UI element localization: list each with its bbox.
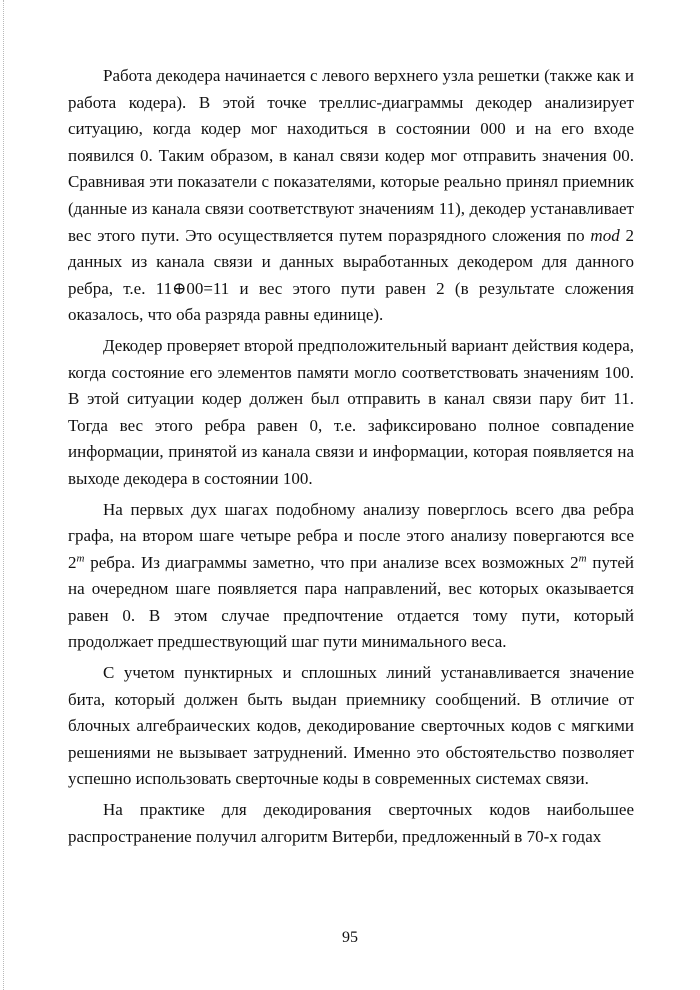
page-edge-line	[3, 0, 4, 990]
mod-term: mod	[590, 225, 620, 245]
superscript-m: m	[578, 552, 587, 565]
page-number: 95	[342, 929, 358, 946]
paragraph-text: На первых дух шагах подобному анализу поверглось всего два ребра графа, на втором шаге четыре ребра и после этого анализу повергаются все 2	[68, 499, 634, 572]
paragraph-first-steps	[68, 497, 634, 657]
paragraph-decoder-start	[68, 63, 634, 329]
paragraph-line-types: С учетом пунктирных и сплошных линий устанавливается значение бита, который должен быть выдан приемнику сообщений. В отличие от блочных алгебраических кодов, декодирование сверточных кодов с мягкими решениями не вызывает затруднений. Именно это обстоятельство позволяет успешно использовать сверточные коды в современных системах связи.	[68, 663, 634, 789]
paragraph-text: путей на очередном шаге появляется пара направлений, вес которых оказывается равен 0. В этом случае предпочтение отдается тому пути, который продолжает предшествующий шаг пути минимального веса.	[68, 552, 635, 652]
paragraph-text: Работа декодера начинается с левого верхнего узла решетки (также как и работа кодера). В этой точке треллис-диаграммы декодер анализирует ситуацию, когда кодер мог находиться в состоянии 000 и на его входе появился 0. Таким образом, в канал связи кодер мог отправить значения 00. Сравнивая эти показатели с показателями, которые реально принял приемник (данные из канала связи соответствуют значениям 11), декодер устанавливает вес этого пути. Это осуществляется путем поразрядного сложения по	[68, 66, 634, 245]
paragraph-text: 2 данных из канала связи и данных выработанных декодером для данного ребра, т.е. 11⊕00=11 и вес этого пути равен 2 (в результате сложения оказалось, что оба разряда равны единице).	[68, 225, 634, 325]
paragraph-second-variant: Декодер проверяет второй предположительный вариант действия кодера, когда состояние его элементов памяти могло соответствовать значениям 100. В этой ситуации кодер должен был отправить в канал связи пару бит 11. Тогда вес этого ребра равен 0, т.е. зафиксировано полное совпадение информации, принятой из канала связи и информации, которая появляется на выходе декодера в состоянии 100.	[68, 335, 634, 488]
paragraph-text: ребра. Из диаграммы заметно, что при анализе всех возможных 2	[84, 552, 579, 572]
paragraph-viterbi: На практике для декодирования сверточных кодов наибольшее распространение получил алгоритм Витерби, предложенный в 70-х годах	[68, 800, 634, 846]
document-body	[68, 63, 634, 850]
superscript-m: m	[76, 552, 85, 565]
